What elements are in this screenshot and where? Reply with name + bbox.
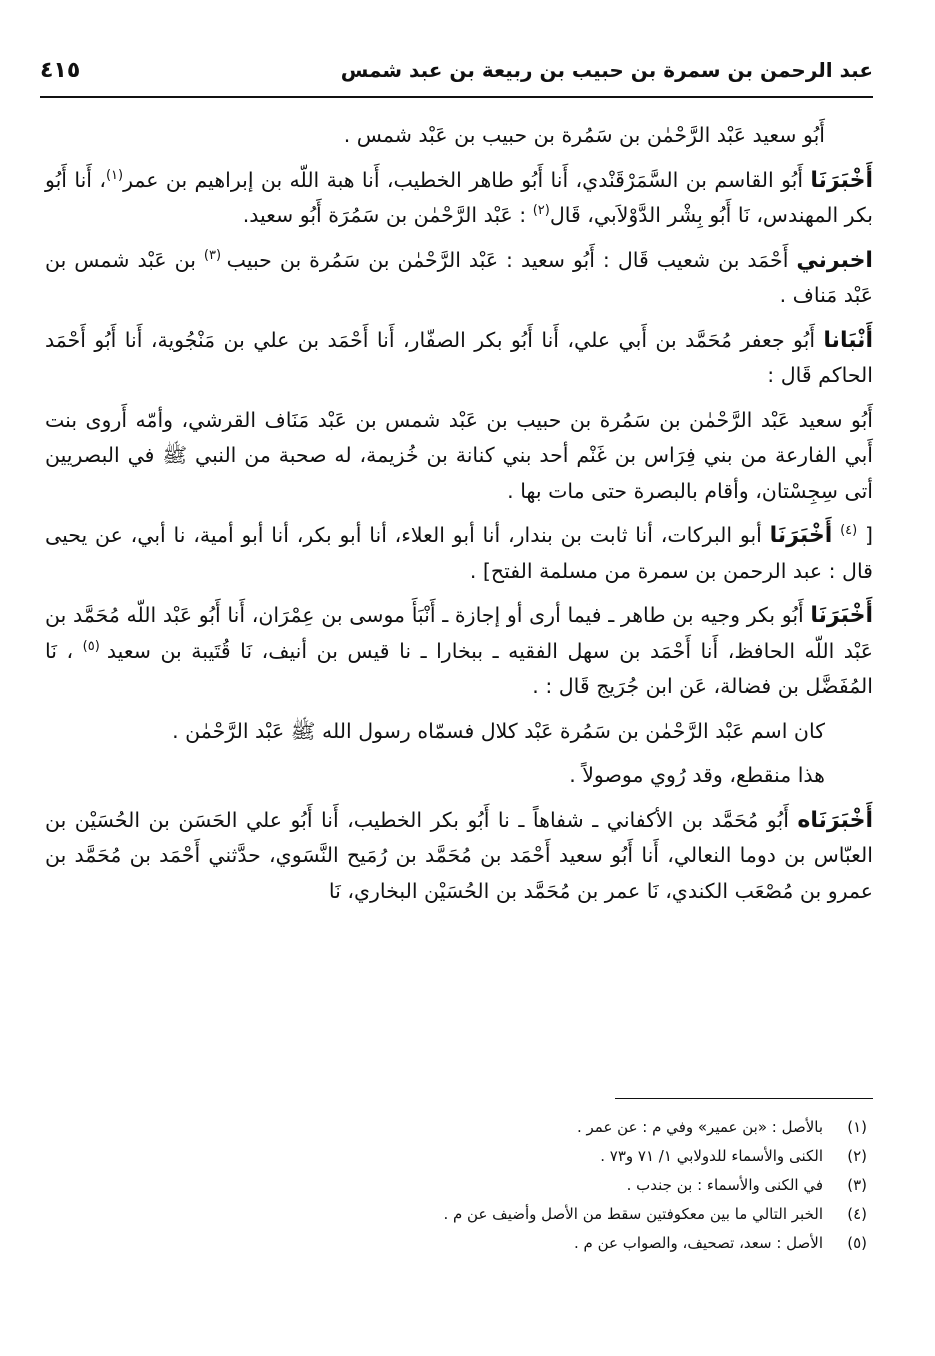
footnote: [300, 1200, 873, 1229]
paragraph: [45, 163, 873, 234]
footnote-text: الكنى والأسماء للدولابي ١/ ٧١ و٧٣ .: [600, 1147, 823, 1165]
footnote-number: (٢): [847, 1147, 867, 1165]
paragraph: [45, 243, 873, 314]
isnad-keyword: أَخْبَرَنَا: [810, 167, 873, 193]
paragraph: [45, 518, 873, 589]
paragraph-text: أَبُو سعيد عَبْد الرَّحْمٰن بن سَمُرة بن حبيب بن عَبْد شمس بن عَبْد مَنَاف القرشي، وأمّه أَروى بنت أَبي الفارعة من بني فِرَاس بن غَنْم أحد بني كنانة بن خُزيمة، له صحبة من النبي ﷺ في البصريين أتى سِجِسْتان، وأقام بالبصرة حتى مات بها .: [45, 407, 873, 503]
footnote-ref: (٢): [532, 203, 550, 219]
paragraph-text: أَبُو القاسم بن السَّمَرْقَنْدي، أَنا أَبُو طاهر الخطيب، أَنا هبة اللّه بن إبراهيم بن عمر: [123, 167, 811, 192]
paragraph-text: كان اسم عَبْد الرَّحْمٰن بن سَمُرة عَبْد كلال فسمّاه رسول الله ﷺ عَبْد الرَّحْمٰن .: [172, 718, 825, 743]
paragraph-text: أَبُو سعيد عَبْد الرَّحْمٰن بن سَمُرة بن حبيب بن عَبْد شمس .: [343, 123, 825, 147]
paragraph: [45, 803, 873, 910]
footnote-text: الخبر التالي ما بين معكوفتين سقط من الأصل وأضيف عن م .: [443, 1205, 823, 1223]
paragraph-text: أَبُو مُحَمَّد بن الأكفاني ـ شفاهاً ـ نا أَبُو بكر الخطيب، أَنا أَبُو علي الحَسَن بن الحُسَيْن بن العبّاس بن دوما النعالي، أَنا أَبُو سعيد أَحْمَد بن مُحَمَّد بن رُمَيح النَّسَوي، حدَّثني أَحْمَد بن مُحَمَّد بن عمرو بن مُصْعَب الكندي، نَا عمر بن مُحَمَّد بن الحُسَيْن البخاري، نَا: [45, 807, 873, 903]
running-title: عبد الرحمن بن سمرة بن حبيب بن ربيعة بن عبد شمس: [340, 58, 873, 82]
footnote-text: في الكنى والأسماء : بن جندب .: [626, 1176, 823, 1194]
footnote-ref: (١): [105, 167, 124, 183]
paragraph: [45, 598, 873, 705]
isnad-keyword: اخبرني: [796, 247, 873, 273]
paragraph-text: أبو البركات، أنا ثابت بن بندار، أنا أبو العلاء، أنا أبو بكر، أنا أبو أمية، نا أبي، عن يحيى قال : عبد الرحمن بن سمرة من مسلمة الفتح] .: [45, 523, 873, 583]
paragraph-text: ، نَا المُفَضَّل بن فضالة، عَن ابن جُرَيج قَال : .: [45, 638, 873, 698]
isnad-keyword: أَنْبَانا: [823, 327, 873, 353]
paragraph: [45, 403, 873, 510]
footnote: [300, 1229, 873, 1258]
page-header: [40, 58, 873, 98]
paragraph-text: أَحْمَد بن شعيب قَال : أَبُو سعيد : عَبْد الرَّحْمٰن بن سَمُرة بن حبيب: [226, 247, 797, 272]
isnad-keyword: أَخْبَرَنَاه: [797, 807, 873, 833]
footnote-ref: (٣): [203, 247, 227, 263]
page-number: ٤١٥: [40, 58, 81, 83]
paragraph: [45, 323, 873, 394]
footnote-text: الأصل : سعد، تصحيف، والصواب عن م .: [574, 1234, 823, 1252]
footnote: [300, 1171, 873, 1200]
main-text: [45, 118, 873, 918]
paragraph-text: بن عَبْد شمس بن عَبْد مَناف .: [45, 247, 873, 307]
footnote-ref: (٥): [82, 638, 107, 654]
footnote-ref: (٤): [840, 523, 858, 539]
header-rule: [40, 96, 873, 98]
paragraph-text: [: [857, 523, 873, 547]
footnotes: [300, 1113, 873, 1258]
footnote-separator: [615, 1098, 873, 1099]
footnote-number: (٤): [847, 1205, 867, 1223]
paragraph: [45, 714, 873, 750]
footnote-number: (١): [847, 1118, 867, 1136]
isnad-keyword: أَخْبَرَنَا: [769, 523, 833, 548]
paragraph: [45, 118, 873, 154]
paragraph: [45, 758, 873, 794]
isnad-keyword: أَخْبَرَنَا: [810, 603, 873, 628]
paragraph-text: هذا منقطع، وقد رُوي موصولاً .: [569, 763, 825, 787]
footnote: [300, 1113, 873, 1142]
paragraph-text: [832, 523, 840, 547]
footnote-number: (٥): [847, 1234, 867, 1252]
paragraph-text: ، أَنا أَبُو بكر المهندس، نَا أَبُو بِشْر الدَّوْلاَبي، قَال: [45, 167, 873, 227]
footnote-number: (٣): [847, 1176, 867, 1194]
footnote: [300, 1142, 873, 1171]
footnote-text: بالأصل : «بن عمير» وفي م : عن عمر .: [576, 1118, 823, 1136]
paragraph-text: : عَبْد الرَّحْمٰن بن سَمُرَة أَبُو سعيد.: [242, 203, 533, 227]
paragraph-text: أَبُو بكر وجيه بن طاهر ـ فيما أرى أو إجازة ـ أَنْبَأَ موسى بن عِمْرَان، أَنا أَبُو عَبْد اللّه مُحَمَّد بن عَبْد اللّه الحافظ، أَنا أَحْمَد بن سهل الفقيه ـ ببخارا ـ نا قيس بن أنيف، نَا قُتَيبة بن سعيد: [45, 603, 873, 663]
paragraph-text: أَبُو جعفر مُحَمَّد بن أَبي علي، أَنا أَبُو بكر الصفّار، أَنا أَحْمَد بن علي بن مَنْجُوية، أَنا أَبُو أَحْمَد الحاكم قَال :: [45, 327, 873, 387]
